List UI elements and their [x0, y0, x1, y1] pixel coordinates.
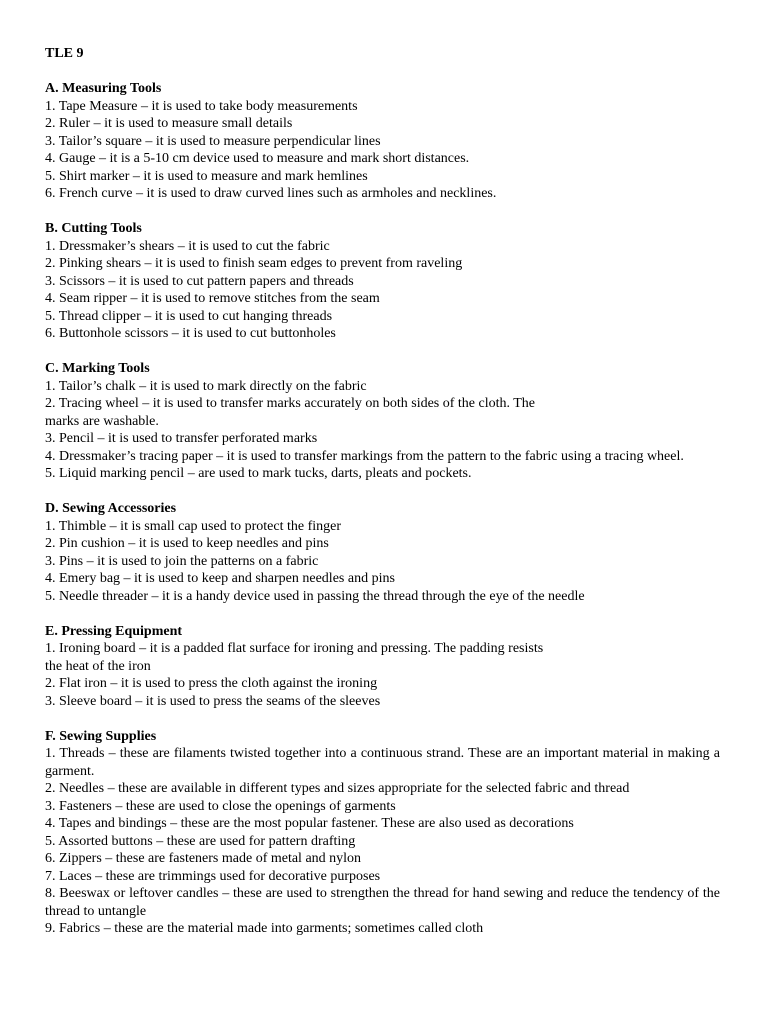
list-item: 2. Flat iron – it is used to press the cloth against the ironing — [45, 676, 378, 691]
section-heading: E. Pressing Equipment — [45, 623, 183, 639]
section-heading: D. Sewing Accessories — [45, 501, 177, 516]
section-measuring-tools — [45, 80, 720, 203]
list-item: 3. Sleeve board – it is used to press the seams of the sleeves — [45, 693, 381, 709]
list-item: 3. Tailor’s square – it is used to measure perpendicular lines — [45, 133, 381, 149]
list-item: 4. Seam ripper – it is used to remove stitches from the seam — [45, 291, 380, 306]
list-item: 2. Pinking shears – it is used to finish seam edges to prevent from raveling — [45, 256, 463, 271]
list-item: 5. Shirt marker – it is used to measure and mark hemlines — [45, 168, 368, 184]
list-item: 7. Laces – these are trimmings used for decorative purposes — [45, 868, 381, 884]
list-item: 2. Needles – these are available in different types and sizes appropriate for the selected fabric and thread — [45, 781, 630, 796]
list-item: 1. Thimble – it is small cap used to protect the finger — [45, 518, 342, 534]
list-item: 1. Dressmaker’s shears – it is used to cut the fabric — [45, 238, 330, 254]
list-item: 2. Tracing wheel – it is used to transfer marks accurately on both sides of the cloth. The — [45, 396, 536, 411]
section-sewing-supplies — [45, 728, 720, 938]
list-item: 4. Tapes and bindings – these are the most popular fastener. These are also used as decorations — [45, 816, 574, 831]
section-pressing-equipment — [45, 623, 720, 711]
list-item: 2. Ruler – it is used to measure small details — [45, 116, 293, 131]
section-heading: F. Sewing Supplies — [45, 728, 157, 744]
list-item: 6. Buttonhole scissors – it is used to cut buttonholes — [45, 326, 336, 341]
list-item: 9. Fabrics – these are the material made into garments; sometimes called cloth — [45, 921, 484, 936]
list-item: 3. Scissors – it is used to cut pattern papers and threads — [45, 273, 354, 289]
list-item: 1. Ironing board – it is a padded flat surface for ironing and pressing. The padding resists — [45, 641, 544, 656]
list-item: 4. Gauge – it is a 5-10 cm device used to measure and mark short distances. — [45, 151, 470, 166]
list-item: 1. Threads – these are filaments twisted together into a continuous strand. These are an important material in making a garment. — [45, 746, 720, 779]
list-item: 3. Pencil – it is used to transfer perforated marks — [45, 431, 318, 446]
list-item: 3. Pins – it is used to join the patterns on a fabric — [45, 553, 319, 569]
list-item: 4. Emery bag – it is used to keep and sharpen needles and pins — [45, 571, 395, 586]
section-sewing-accessories — [45, 500, 720, 605]
list-item: 5. Assorted buttons – these are used for pattern drafting — [45, 833, 356, 849]
section-marking-tools — [45, 360, 720, 483]
list-item: 4. Dressmaker’s tracing paper – it is used to transfer markings from the pattern to the fabric using a tracing wheel. — [45, 448, 684, 464]
list-item: 2. Pin cushion – it is used to keep needles and pins — [45, 536, 329, 551]
list-item: 5. Needle threader – it is a handy device used in passing the thread through the eye of the needle — [45, 588, 585, 604]
list-item: 5. Thread clipper – it is used to cut hanging threads — [45, 308, 333, 324]
list-item: 5. Liquid marking pencil – are used to mark tucks, darts, pleats and pockets. — [45, 466, 472, 481]
list-item: the heat of the iron — [45, 658, 151, 674]
list-item: 3. Fasteners – these are used to close the openings of garments — [45, 798, 396, 814]
list-item: 6. Zippers – these are fasteners made of metal and nylon — [45, 851, 362, 866]
section-heading: A. Measuring Tools — [45, 81, 162, 96]
list-item: 6. French curve – it is used to draw curved lines such as armholes and necklines. — [45, 186, 497, 201]
section-heading: C. Marking Tools — [45, 361, 150, 376]
section-heading: B. Cutting Tools — [45, 221, 142, 236]
list-item: 8. Beeswax or leftover candles – these are used to strengthen the thread for hand sewing and reduce the tendency of the thread to untangle — [45, 886, 720, 919]
list-item: 1. Tape Measure – it is used to take body measurements — [45, 98, 358, 114]
document-title: TLE 9 — [45, 46, 84, 61]
list-item: marks are washable. — [45, 413, 159, 429]
list-item: 1. Tailor’s chalk – it is used to mark directly on the fabric — [45, 378, 367, 394]
section-cutting-tools — [45, 220, 720, 343]
